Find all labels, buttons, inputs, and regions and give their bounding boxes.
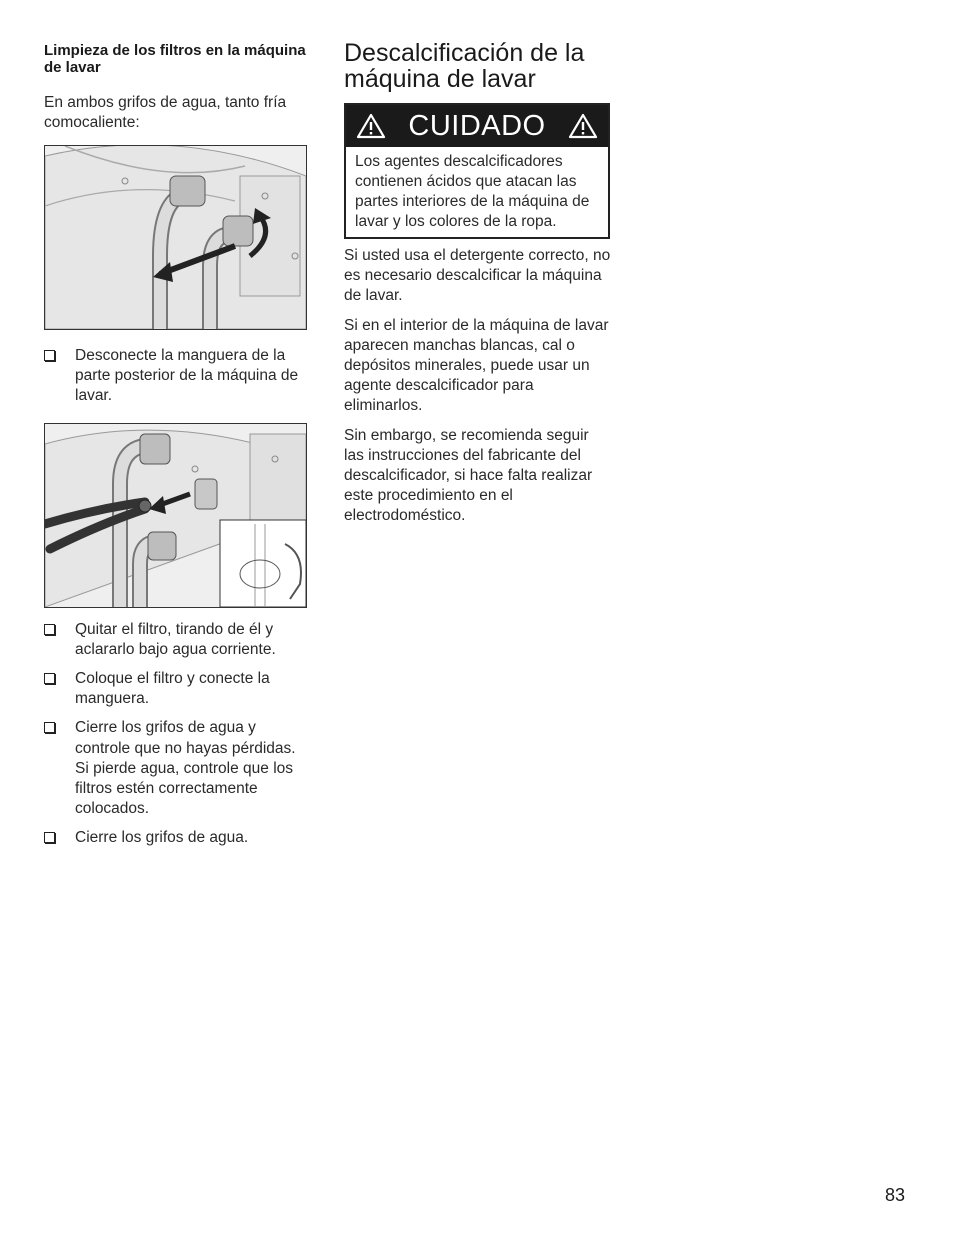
list-item: Cierre los grifos de agua. bbox=[44, 828, 308, 848]
warning-triangle-icon bbox=[356, 113, 386, 139]
list-item: Desconecte la manguera de la parte posterior de la máquina de lavar. bbox=[44, 346, 308, 407]
steps-list-b bbox=[44, 620, 308, 849]
pliers-filter-removal-illustration bbox=[44, 423, 307, 608]
list-item: Coloque el filtro y conecte la manguera. bbox=[44, 669, 308, 709]
intro-text: En ambos grifos de agua, tanto fría comocaliente: bbox=[44, 94, 287, 131]
checkbox-bullet-icon bbox=[44, 624, 55, 635]
paragraph: Sin embargo, se recomienda seguir las instrucciones del fabricante del descalcificador, si hace falta realizar este procedimiento en el electrodoméstico. bbox=[344, 426, 593, 525]
page-number: 83 bbox=[885, 1185, 906, 1205]
page-title: Descalcificación de la máquina de lavar bbox=[344, 39, 585, 93]
warning-text: Los agentes descalcificadores contienen ácidos que atacan las partes interiores de la máquina de lavar y los colores de la ropa. bbox=[355, 153, 590, 230]
checkbox-bullet-icon bbox=[44, 673, 55, 684]
warning-box bbox=[344, 103, 610, 239]
left-column bbox=[44, 42, 308, 858]
paragraph: Si en el interior de la máquina de lavar aparecen manchas blancas, cal o depósitos minerales, puede usar un agente descalcificador para eliminarlos. bbox=[344, 316, 609, 415]
warning-header bbox=[346, 105, 608, 147]
checkbox-bullet-icon bbox=[44, 832, 55, 843]
steps-list-a bbox=[44, 346, 308, 407]
right-column bbox=[344, 40, 612, 536]
paragraph: Si usted usa el detergente correcto, no es necesario descalcificar la máquina de lavar. bbox=[344, 247, 611, 305]
list-item: Cierre los grifos de agua y controle que no hayas pérdidas. Si pierde agua, controle que los filtros estén correctamente colocados. bbox=[44, 718, 308, 819]
checkbox-bullet-icon bbox=[44, 722, 55, 733]
checkbox-bullet-icon bbox=[44, 350, 55, 361]
warning-triangle-icon bbox=[568, 113, 598, 139]
hose-disconnect-illustration bbox=[44, 145, 307, 330]
warning-label: CUIDADO bbox=[408, 110, 546, 142]
section-subheading: Limpieza de los filtros en la máquina de lavar bbox=[44, 42, 306, 76]
list-item: Quitar el filtro, tirando de él y aclararlo bajo agua corriente. bbox=[44, 620, 308, 660]
